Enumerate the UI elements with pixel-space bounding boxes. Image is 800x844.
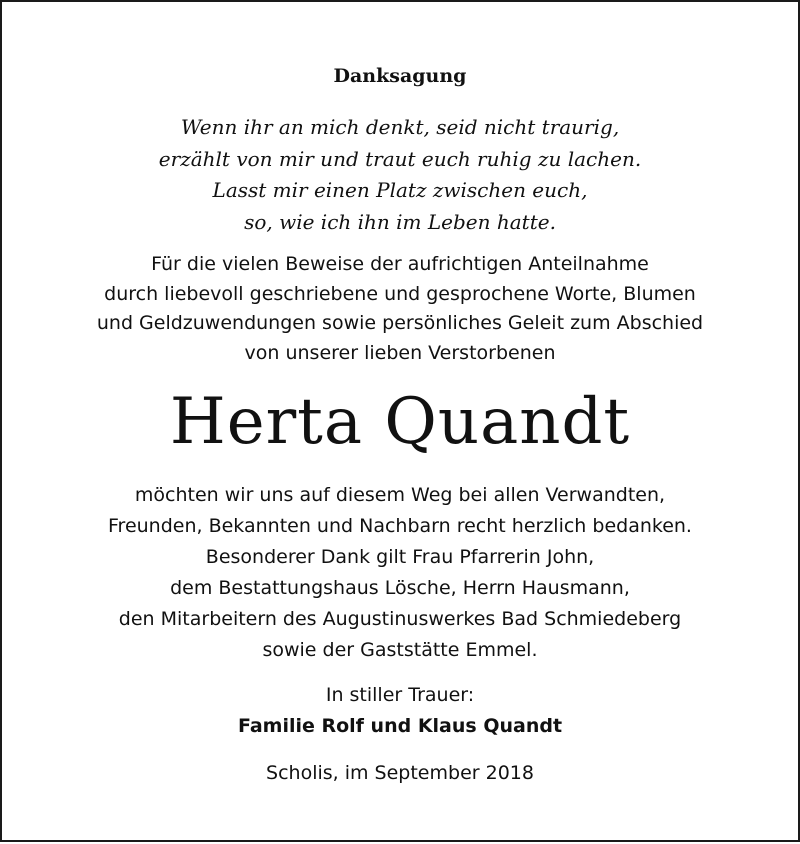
intro-paragraph: [2, 250, 798, 368]
intro-line: und Geldzuwendungen sowie persönliches Geleit zum Abschied: [96, 312, 704, 334]
thanks-line: sowie der Gaststätte Emmel.: [262, 639, 538, 661]
poem-line: so, wie ich ihn im Leben hatte.: [244, 209, 556, 234]
notice-heading: Danksagung: [333, 65, 467, 87]
place-date: Scholis, im September 2018: [266, 762, 534, 784]
deceased-name: Herta Quandt: [169, 385, 631, 459]
thanks-line: den Mitarbeitern des Augustinuswerkes Bad Schmiedeberg: [118, 608, 682, 630]
poem-line: Wenn ihr an mich denkt, seid nicht traurig,: [180, 115, 620, 139]
mourning-label: In stiller Trauer:: [325, 684, 475, 706]
poem-line: erzählt von mir und traut euch ruhig zu lachen.: [158, 146, 642, 171]
closing-block: [2, 680, 798, 742]
intro-line: durch liebevoll geschriebene und gesprochene Worte, Blumen: [104, 282, 696, 305]
family-signature: Familie Rolf und Klaus Quandt: [237, 715, 563, 737]
intro-line: von unserer lieben Verstorbenen: [244, 341, 556, 364]
thanks-paragraph: [2, 480, 798, 666]
thanks-line: Besonderer Dank gilt Frau Pfarrerin John,: [205, 546, 595, 568]
thanks-line: Freunden, Bekannten und Nachbarn recht herzlich bedanken.: [108, 515, 692, 537]
poem-verse: [2, 112, 798, 238]
thanks-line: dem Bestattungshaus Lösche, Herrn Hausmann,: [170, 577, 630, 599]
poem-line: Lasst mir einen Platz zwischen euch,: [212, 178, 588, 202]
intro-line: Für die vielen Beweise der aufrichtigen Anteilnahme: [151, 253, 649, 275]
thanks-line: möchten wir uns auf diesem Weg bei allen Verwandten,: [134, 484, 666, 506]
